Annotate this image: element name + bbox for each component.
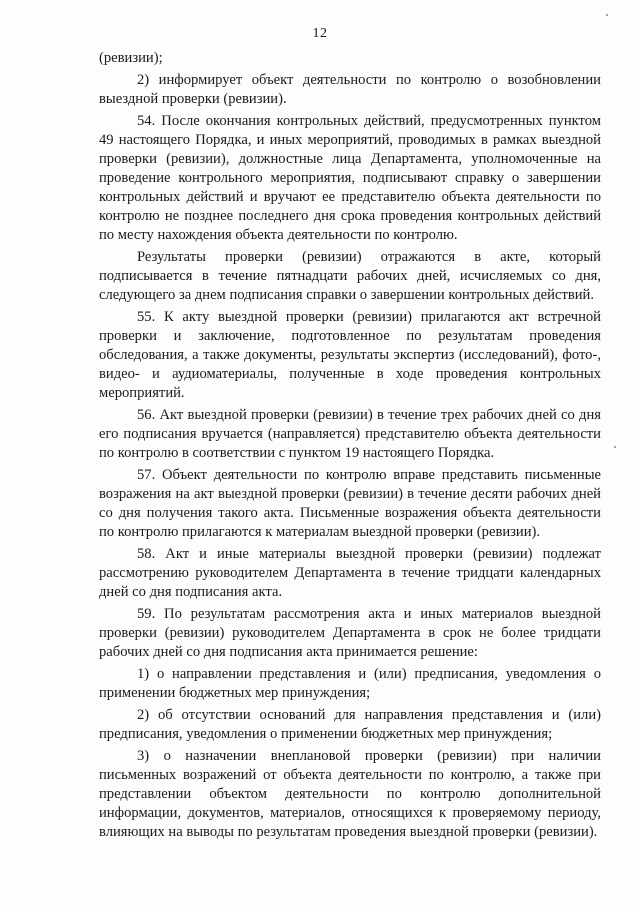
- paragraph-57: 57. Объект деятельности по контролю вправе представить письменные возражения на акт выездной проверки (ревизии) в течение десяти рабочих дней со дня получения такого акта. Письменные возражения объекта деятельности по контролю прилагаются к материалам выездной проверки (ревизии).: [99, 467, 601, 540]
- text-body: [99, 49, 601, 845]
- paragraph-continuation: (ревизии);: [99, 50, 163, 66]
- paragraph-54: 54. После окончания контрольных действий, предусмотренных пунктом 49 настоящего Порядка, и иных мероприятий, проводимых в рамках выездной проверки (ревизии), должностные лица Департамента, уполномоченные на проведение контрольного мероприятия, подписывают справку о завершении контрольных действий и вручают ее представителю объекта деятельности по контролю не позднее последнего дня срока проведения контрольных действий по месту нахождения объекта деятельности по контролю.: [99, 113, 601, 243]
- paragraph-55: 55. К акту выездной проверки (ревизии) прилагаются акт встречной проверки и заключение, подготовленное по результатам проведения обследования, а также документы, результаты экспертиз (исследований), фото-, видео- и аудиоматериалы, полученные в ходе проведения контрольных мероприятий.: [99, 309, 601, 401]
- paragraph-58: 58. Акт и иные материалы выездной проверки (ревизии) подлежат рассмотрению руководителем Департамента в течение тридцати календарных дней со дня подписания акта.: [99, 546, 601, 600]
- paragraph-59-item-3: 3) о назначении внеплановой проверки (ревизии) при наличии письменных возражений от объекта деятельности по контролю, а также при представлении объектом деятельности по контролю дополнительной информации, документов, материалов, относящихся к проверяемому периоду, влияющих на выводы по результатам проведения выездной проверки (ревизии).: [99, 748, 601, 840]
- paragraph-item-2-resume: 2) информирует объект деятельности по контролю о возобновлении выездной проверки (ревизии).: [99, 72, 601, 107]
- page-number: 12: [312, 26, 328, 41]
- paragraph-54-results: Результаты проверки (ревизии) отражаются в акте, который подписывается в течение пятнадцати рабочих дней, исчисляемых со дня, следующего за днем подписания справки о завершении контрольных действий.: [99, 249, 601, 303]
- scan-speck: [606, 14, 608, 16]
- scan-speck: [614, 446, 616, 448]
- paragraph-56: 56. Акт выездной проверки (ревизии) в течение трех рабочих дней со дня его подписания вручается (направляется) представителю объекта деятельности по контролю в соответствии с пунктом 19 настоящего Порядка.: [99, 407, 601, 461]
- paragraph-59-item-1: 1) о направлении представления и (или) предписания, уведомления о применении бюджетных мер принуждения;: [99, 666, 601, 701]
- paragraph-59-item-2: 2) об отсутствии оснований для направления представления и (или) предписания, уведомления о применении бюджетных мер принуждения;: [99, 707, 601, 742]
- paragraph-59: 59. По результатам рассмотрения акта и иных материалов выездной проверки (ревизии) руководителем Департамента в срок не более тридцати рабочих дней со дня подписания акта принимается решение:: [99, 606, 601, 660]
